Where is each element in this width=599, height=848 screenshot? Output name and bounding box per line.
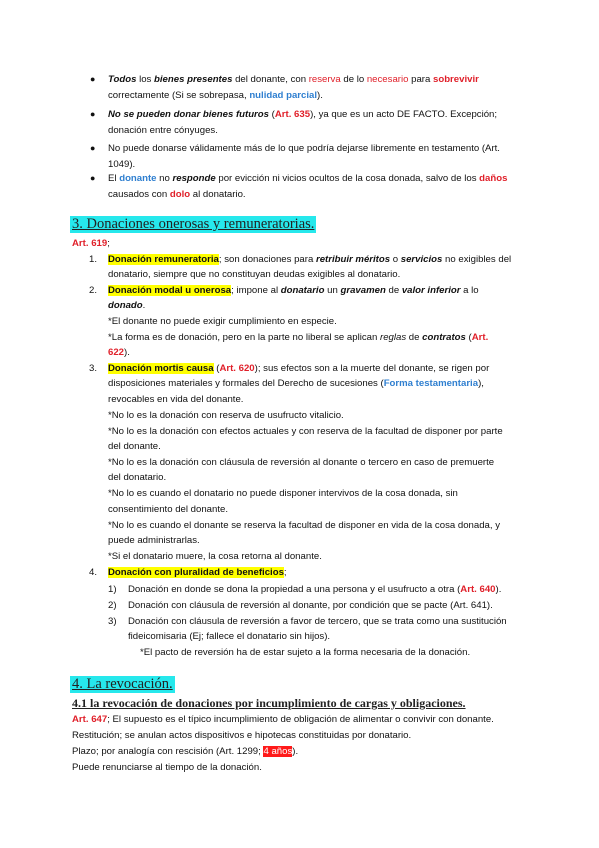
section-3-heading: 3. Donaciones onerosas y remuneratorias. (72, 216, 315, 232)
section-4-line-2 (72, 729, 411, 742)
text-donatario: donatario (280, 285, 325, 296)
bullet-4-line-2 (108, 188, 246, 201)
text-seg: Donación en donde se dona la propiedad a una persona y el usufructo a otra ( (128, 584, 461, 595)
text-seg: ; son donaciones para (218, 254, 316, 265)
text-donacion-pluralidad: Donación con pluralidad de beneficios (108, 567, 284, 578)
text-seg: ), ya que es un acto DE FACTO. Excepción; (310, 109, 498, 120)
text-responde: responde (172, 173, 216, 184)
text-art-620: Art. 620 (219, 363, 255, 374)
text-seg: para (408, 74, 433, 85)
text-seg: por evicción ni vicios ocultos de la cosa donada, salvo de los (215, 173, 480, 184)
bullet-2-line-1 (108, 108, 497, 121)
item-2-line-1 (108, 284, 479, 297)
sublist-number: 3) (108, 616, 117, 627)
text-donado: donado (108, 300, 143, 311)
section-4-line-3 (72, 745, 298, 758)
text-art-640: Art. 640 (460, 584, 496, 595)
text-seg: ). (124, 347, 130, 358)
text-seg: donatario, siempre que no constituyan deudas exigibles al donatario. (108, 269, 401, 280)
item-2-note-1 (108, 315, 337, 328)
text-seg: a lo (460, 285, 479, 296)
bullet-dot: ● (90, 74, 96, 84)
sublist-number: 1) (108, 584, 117, 595)
text-seg: No puede donarse válidamente más de lo que podría dejarse libremente en testamento (Art. (108, 143, 500, 154)
text-seg: ). (292, 746, 299, 757)
text-seg: de (385, 285, 402, 296)
sublist-number: 2) (108, 600, 117, 611)
item-3-note: *No lo es la donación con efectos actuales y con reserva de la facultad de disponer por parte (108, 426, 503, 437)
text-art-635: Art. 635 (274, 109, 311, 120)
sub-3-line-2 (128, 630, 330, 643)
text-no-donar-futuros: No se pueden donar bienes futuros (108, 109, 269, 120)
sub-2-line-1 (128, 599, 493, 612)
text-seg: . (142, 300, 146, 311)
text-art-622: 622 (108, 347, 125, 358)
text-seg: ), (478, 378, 484, 389)
text-seg: revocables en vida del donante. (108, 394, 244, 405)
bullet-dot: ● (90, 109, 96, 119)
text-seg: los (136, 74, 155, 85)
text-forma-testamentaria: Forma testamentaria (383, 378, 479, 389)
text-retribuir-meritos: retribuir méritos (315, 254, 391, 265)
text-seg: ; impone al (231, 285, 281, 296)
text-reglas: reglas (380, 332, 407, 343)
bullet-2-line-2 (108, 124, 218, 137)
text-seg: Plazo; por analogía con rescisión (Art. 1299; (72, 746, 264, 757)
text-seg: un (324, 285, 341, 296)
text-seg: ). (495, 584, 502, 595)
text-seg: fideicomisaria (Ej; fallece el donatario sin hijos). (128, 631, 331, 642)
list-number: 2. (89, 285, 98, 296)
text-seg: de (406, 332, 423, 343)
text-donacion-remuneratoria: Donación remuneratoria (108, 254, 219, 265)
text-seg: *La forma es de donación, pero en la parte no liberal se aplican (108, 332, 380, 343)
item-3-line-2 (108, 377, 484, 390)
item-3-line-3 (108, 393, 243, 406)
section-4-1-heading: 4.1 la revocación de donaciones por incumplimiento de cargas y obligaciones. (72, 696, 466, 710)
text-seg: El (108, 173, 120, 184)
text-donacion-mortis-causa: Donación mortis causa (108, 363, 214, 374)
item-3-note: del donatario. (108, 472, 167, 483)
text-seg: disposiciones materiales y formales del Derecho de sucesiones ( (108, 378, 384, 389)
text-seg: Donación con cláusula de reversión a favor de tercero, que se trata como una sustitución (128, 616, 507, 627)
text-seg: causados con (108, 189, 170, 200)
text-seg: o (390, 254, 401, 265)
item-3-note: puede administrarlas. (108, 535, 200, 546)
item-3-note: *No lo es la donación con reserva de usufructo vitalicio. (108, 410, 344, 421)
text-valor-inferior: valor inferior (401, 285, 461, 296)
bullet-4-line-1 (108, 172, 507, 185)
bullet-3-line-2 (108, 158, 135, 171)
item-2-note-2 (108, 331, 488, 344)
item-1-line-1 (108, 253, 511, 266)
text-reserva: reserva (308, 74, 341, 85)
list-number: 4. (89, 567, 98, 578)
bullet-dot: ● (90, 173, 96, 183)
item-3-note: consentimiento del donante. (108, 504, 229, 515)
text-dolo: dolo (169, 189, 191, 200)
text-nulidad-parcial: nulidad parcial (249, 90, 318, 101)
section-4-line-1 (72, 713, 494, 726)
text-seg: ; (107, 238, 110, 249)
text-4-anos: 4 años (263, 746, 293, 757)
text-seg: ; (283, 567, 287, 578)
text-seg: ). (317, 90, 323, 101)
item-2-note-3 (108, 346, 130, 359)
text-donante: donante (119, 173, 157, 184)
item-1-line-2 (108, 268, 400, 281)
text-seg: al donatario. (190, 189, 246, 200)
text-seg: 1049). (108, 159, 136, 170)
text-necesario: necesario (366, 74, 409, 85)
text-todos: Todos (108, 74, 137, 85)
text-seg: ; El supuesto es el típico incumplimiento de obligación de alimentar o convivir con donante. (107, 714, 494, 725)
bullet-1-line-1 (108, 73, 479, 86)
list-number: 3. (89, 363, 98, 374)
section-4-line-4 (72, 761, 262, 774)
text-seg: ( (268, 109, 275, 120)
section-3-article (72, 237, 110, 250)
item-3-note: *No lo es cuando el donante se reserva la facultad de disponer en vida de la cosa donada, y (108, 520, 501, 531)
text-seg: Puede renunciarse al tiempo de la donación. (72, 762, 262, 773)
section-4-heading: 4. La revocación. (72, 676, 173, 692)
text-seg: donación entre cónyuges. (108, 125, 218, 136)
text-seg: del donante, con (232, 74, 309, 85)
text-danos: daños (479, 173, 508, 184)
sub-3-line-1 (128, 615, 507, 628)
text-seg: *El donante no puede exigir cumplimiento en especie. (108, 316, 337, 327)
text-bienes-presentes: bienes presentes (154, 74, 233, 85)
text-gravamen: gravamen (340, 285, 386, 296)
list-number: 1. (89, 254, 98, 265)
text-art: Art. (471, 332, 489, 343)
item-3-note: *No lo es cuando el donatario no puede disponer intervivos de la cosa donada, sin (108, 488, 458, 499)
item-4-line-1 (108, 566, 287, 579)
item-3-note: del donante. (108, 441, 161, 452)
item-3-line-1 (108, 362, 489, 375)
item-2-line-2 (108, 299, 145, 312)
text-seg: ( (213, 363, 220, 374)
text-servicios: servicios (400, 254, 443, 265)
text-donacion-modal: Donación modal u onerosa (108, 285, 232, 296)
item-3-note: *No lo es la donación con cláusula de reversión al donante o tercero en caso de premuerte (108, 457, 495, 468)
text-seg: de lo (340, 74, 367, 85)
reversion-note: *El pacto de reversión ha de estar sujeto a la forma necesaria de la donación. (140, 647, 471, 658)
text-contratos: contratos (422, 332, 466, 343)
text-art-647: Art. 647 (72, 714, 108, 725)
sub-1-line-1 (128, 583, 501, 596)
text-art-619: Art. 619 (72, 238, 108, 249)
text-seg: ); sus efectos son a la muerte del donante, se rigen por (254, 363, 490, 374)
text-seg: no exigibles del (442, 254, 512, 265)
text-seg: Restitución; se anulan actos dispositivos e hipotecas constituidas por donatario. (72, 730, 412, 741)
text-seg: no (156, 173, 173, 184)
bullet-dot: ● (90, 143, 96, 153)
bullet-1-line-2 (108, 89, 323, 102)
text-sobrevivir: sobrevivir (433, 74, 479, 85)
item-3-note: *Si el donatario muere, la cosa retorna al donante. (108, 551, 322, 562)
bullet-3-line-1 (108, 142, 500, 155)
text-seg: correctamente (Si se sobrepasa, (108, 90, 250, 101)
text-seg: Donación con cláusula de reversión al donante, por condición que se pacte (Art. 641). (128, 600, 493, 611)
text-seg: ( (465, 332, 472, 343)
